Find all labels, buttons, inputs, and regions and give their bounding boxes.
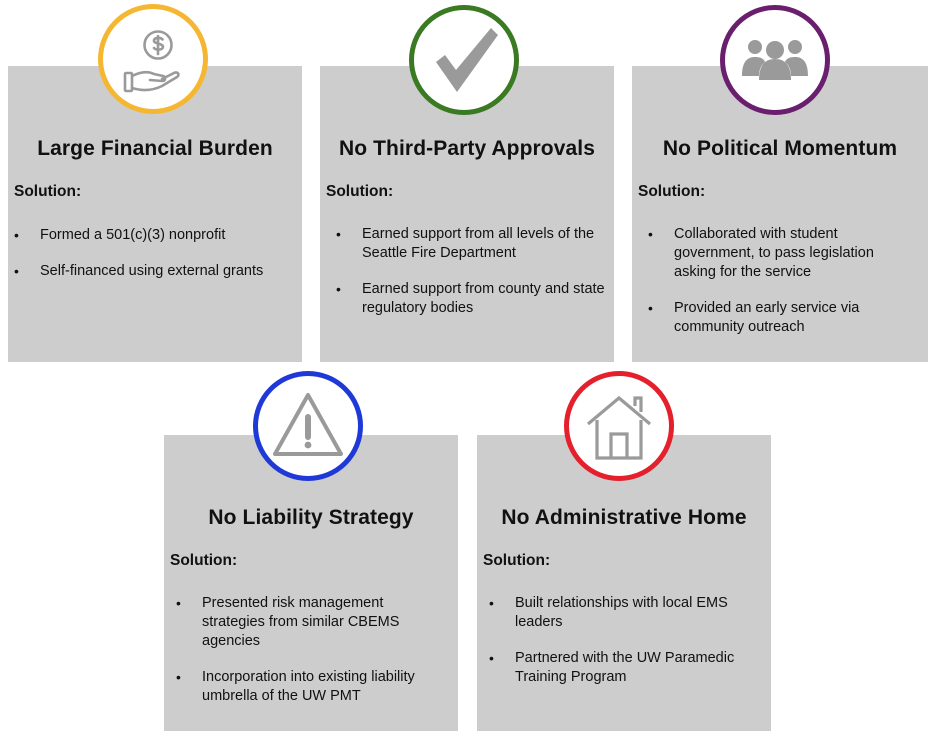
- card-title: Large Financial Burden: [37, 137, 273, 160]
- solution-label: Solution:: [638, 183, 706, 200]
- solution-label: Solution:: [483, 552, 551, 569]
- card-title: No Liability Strategy: [208, 506, 414, 529]
- list-item: • Earned support from county and state regulatory bodies: [330, 280, 612, 318]
- admin-icon-circle: [564, 371, 674, 481]
- card-title: No Administrative Home: [501, 506, 747, 529]
- list-item: • Built relationships with local EMS leaders: [483, 594, 745, 632]
- hand-holding-dollar-icon: [103, 9, 203, 109]
- list-item: • Provided an early service via community outreach: [642, 299, 904, 337]
- financial-icon-circle: [98, 4, 208, 114]
- list-item: • Self-financed using external grants: [8, 262, 296, 281]
- political-icon-circle: [720, 5, 830, 115]
- warning-triangle-icon: [258, 376, 358, 476]
- card-title: No Third-Party Approvals: [339, 137, 595, 160]
- house-icon: [569, 376, 669, 476]
- list-item: • Incorporation into existing liability umbrella of the UW PMT: [170, 668, 432, 706]
- solution-list: [483, 594, 745, 704]
- list-item: • Formed a 501(c)(3) nonprofit: [8, 226, 296, 245]
- solution-label: Solution:: [170, 552, 238, 569]
- solution-label: Solution:: [14, 183, 82, 200]
- list-item: • Collaborated with student government, to pass legislation asking for the service: [642, 225, 904, 282]
- list-item: • Earned support from all levels of the Seattle Fire Department: [330, 225, 612, 263]
- solution-label: Solution:: [326, 183, 394, 200]
- card-title: No Political Momentum: [662, 137, 898, 160]
- solution-list: [170, 594, 432, 723]
- checkmark-icon: [414, 10, 514, 110]
- liability-icon-circle: [253, 371, 363, 481]
- solution-list: [642, 225, 904, 354]
- list-item: • Presented risk management strategies from similar CBEMS agencies: [170, 594, 432, 651]
- list-item: • Partnered with the UW Paramedic Training Program: [483, 649, 745, 687]
- approvals-icon-circle: [409, 5, 519, 115]
- people-group-icon: [725, 10, 825, 110]
- solution-list: [8, 226, 296, 298]
- solution-list: [330, 225, 612, 335]
